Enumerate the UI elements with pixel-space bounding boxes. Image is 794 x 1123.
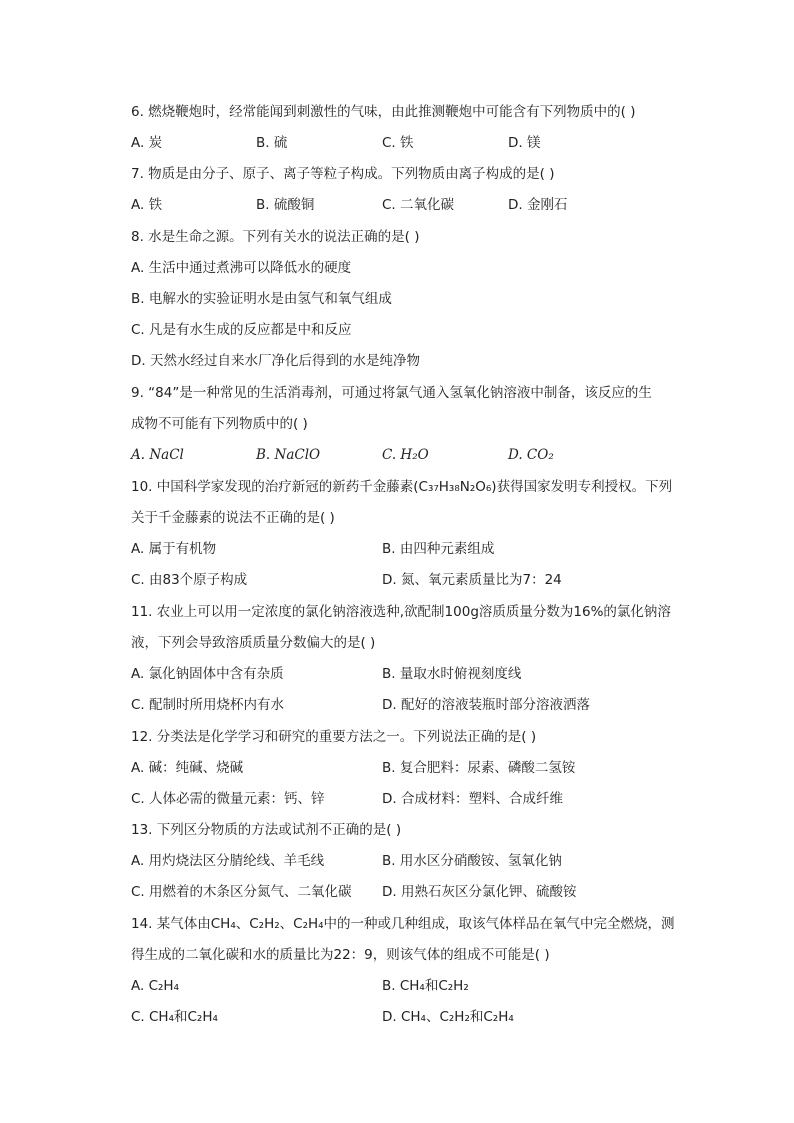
option-d: D. 用熟石灰区分氯化钾、硫酸铵 (382, 884, 577, 900)
option-b: B. 复合肥料：尿素、磷酸二氢铵 (382, 760, 576, 776)
question-14-stem-line2: 得生成的二氧化碳和水的质量比为22：9，则该气体的组成不可能是( ) (131, 947, 550, 963)
option-d: D. 金刚石 (508, 197, 568, 213)
question-7-stem: 7. 物质是由分子、原子、离子等粒子构成。下列物质由离子构成的是( ) (131, 166, 555, 182)
question-12-stem: 12. 分类法是化学学习和研究的重要方法之一。下列说法正确的是( ) (131, 729, 537, 745)
question-8-stem: 8. 水是生命之源。下列有关水的说法正确的是( ) (131, 229, 420, 245)
option-a: A. 属于有机物 (131, 541, 217, 557)
option-c: C. 铁 (382, 135, 414, 151)
option-d: D. CO₂ (508, 447, 554, 463)
question-10-stem-line2: 关于千金藤素的说法不正确的是( ) (131, 510, 335, 526)
option-a: A. C₂H₄ (131, 978, 179, 994)
question-11-options-row1 (131, 664, 691, 684)
question-6-stem: 6. 燃烧鞭炮时，经常能闻到刺激性的气味，由此推测鞭炮中可能含有下列物质中的( ) (131, 104, 636, 120)
question-9-options (131, 445, 691, 465)
option-d: D. 天然水经过自来水厂净化后得到的水是纯净物 (131, 353, 420, 369)
question-12-options-row1 (131, 758, 691, 778)
option-c: C. 二氧化碳 (382, 197, 455, 213)
option-b: B. NaClO (256, 447, 321, 463)
question-11-stem-line2: 液，下列会导致溶质质量分数偏大的是( ) (131, 635, 376, 651)
question-11-options-row2 (131, 695, 691, 715)
option-c: C. 人体必需的微量元素：钙、锌 (131, 791, 325, 807)
question-10-stem-line1: 10. 中国科学家发现的治疗新冠的新药千金藤素(C₃₇H₃₈N₂O₆)获得国家发明专利授权。下列 (131, 479, 673, 495)
question-13-options-row1 (131, 851, 691, 871)
option-d: D. CH₄、C₂H₂和C₂H₄ (382, 1009, 514, 1025)
option-c: C. 凡是有水生成的反应都是中和反应 (131, 322, 352, 338)
question-10-options-row2 (131, 570, 691, 590)
option-a: A. 铁 (131, 197, 163, 213)
option-a: A. 氯化钠固体中含有杂质 (131, 666, 284, 682)
question-11-stem-line1: 11. 农业上可以用一定浓度的氯化钠溶液选种,欲配制100g溶质质量分数为16%的氯化钠溶 (131, 604, 671, 620)
option-a: A. 生活中通过煮沸可以降低水的硬度 (131, 260, 352, 276)
option-b: B. 量取水时俯视刻度线 (382, 666, 522, 682)
option-a: A. 炭 (131, 135, 163, 151)
question-14-options-row2 (131, 1007, 691, 1027)
option-c: C. 由83个原子构成 (131, 572, 248, 588)
question-10-options-row1 (131, 539, 691, 559)
question-7-options (131, 195, 691, 215)
option-d: D. 氮、氧元素质量比为7：24 (382, 572, 562, 588)
option-b: B. 硫酸铜 (256, 197, 315, 213)
question-9-stem-line2: 成物不可能有下列物质中的( ) (131, 416, 308, 432)
option-b: B. CH₄和C₂H₂ (382, 978, 469, 994)
option-b: B. 由四种元素组成 (382, 541, 495, 557)
option-a: A. NaCl (131, 447, 184, 463)
question-12-options-row2 (131, 789, 691, 809)
option-c: C. CH₄和C₂H₄ (131, 1009, 218, 1025)
option-a: A. 用灼烧法区分腈纶线、羊毛线 (131, 853, 325, 869)
option-c: C. 用燃着的木条区分氮气、二氧化碳 (131, 884, 352, 900)
question-13-options-row2 (131, 882, 691, 902)
option-d: D. 镁 (508, 135, 541, 151)
option-c: C. H₂O (382, 447, 429, 463)
question-14-stem-line1: 14. 某气体由CH₄、C₂H₂、C₂H₄中的一种或几种组成，取该气体样品在氧气中完全燃烧，测 (131, 916, 675, 932)
option-b: B. 用水区分硝酸铵、氢氧化钠 (382, 853, 562, 869)
option-a: A. 碱：纯碱、烧碱 (131, 760, 244, 776)
option-c: C. 配制时所用烧杯内有水 (131, 697, 285, 713)
question-6-options (131, 133, 691, 153)
option-b: B. 硫 (256, 135, 288, 151)
option-d: D. 配好的溶液装瓶时部分溶液洒落 (382, 697, 590, 713)
option-d: D. 合成材料：塑料、合成纤维 (382, 791, 563, 807)
question-14-options-row1 (131, 976, 691, 996)
option-b: B. 电解水的实验证明水是由氢气和氧气组成 (131, 291, 392, 307)
question-9-stem-line1: 9. “84”是一种常见的生活消毒剂，可通过将氯气通入氢氧化钠溶液中制备，该反应的生 (131, 385, 652, 401)
question-13-stem: 13. 下列区分物质的方法或试剂不正确的是( ) (131, 822, 402, 838)
